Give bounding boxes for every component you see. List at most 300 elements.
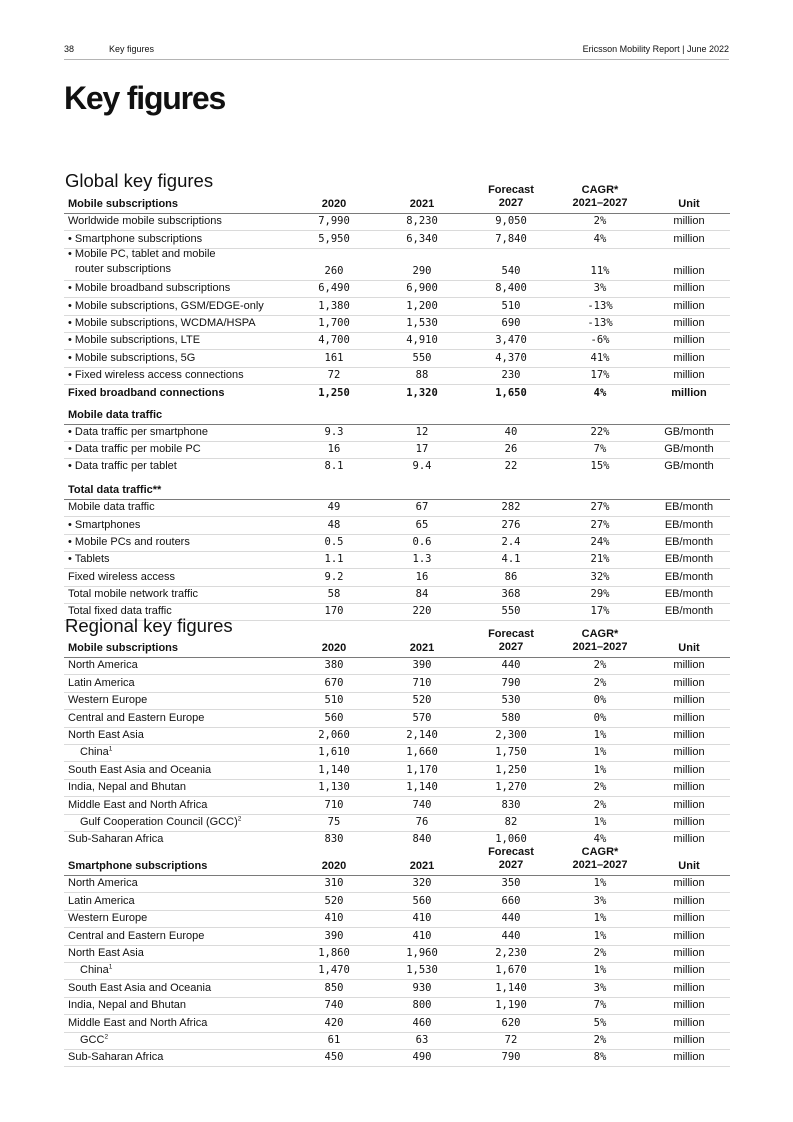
value-unit: million xyxy=(673,999,705,1012)
value-2021: 410 xyxy=(412,912,432,925)
table-row xyxy=(64,1033,730,1050)
table-row xyxy=(64,728,730,745)
row-label xyxy=(80,746,112,758)
row-label xyxy=(68,694,147,706)
row-label xyxy=(68,982,211,994)
value-cagr: 32% xyxy=(590,570,610,583)
row-label xyxy=(68,659,138,671)
row-label-line: • Mobile PC, tablet and mobile xyxy=(68,247,216,260)
row-label xyxy=(68,334,200,346)
row-label-text: Mobile data traffic xyxy=(68,501,155,514)
row-label-text: • Mobile subscriptions, WCDMA/HSPA xyxy=(68,316,256,329)
value-cagr: 29% xyxy=(590,587,610,600)
value-2020: 740 xyxy=(324,999,344,1012)
row-label xyxy=(68,215,222,227)
value-2027-forecast: 790 xyxy=(501,1051,521,1064)
value-cagr: 8% xyxy=(593,1051,607,1064)
value-2027-forecast: 2.4 xyxy=(501,535,521,548)
value-2027-forecast: 368 xyxy=(501,587,521,600)
section-name: Key figures xyxy=(109,44,155,54)
table-row xyxy=(64,963,730,980)
value-2021: 76 xyxy=(415,815,429,828)
value-2021: 710 xyxy=(412,676,432,689)
value-unit: million xyxy=(673,912,705,925)
value-2021: 88 xyxy=(415,369,429,382)
value-2027-forecast: 22 xyxy=(504,460,518,473)
row-label xyxy=(68,1051,163,1063)
value-2020: 390 xyxy=(324,929,344,942)
value-2020: 1,860 xyxy=(318,946,350,959)
value-cagr: 21% xyxy=(590,553,610,566)
subsection-heading: Total data traffic** xyxy=(68,484,162,497)
column-header-2021: 2021 xyxy=(409,860,435,872)
value-2027-forecast: 7,840 xyxy=(495,232,527,245)
table-row xyxy=(64,762,730,779)
row-label-text: • Tablets xyxy=(68,553,110,566)
value-2021: 1,200 xyxy=(406,299,438,312)
publication-name: Ericsson Mobility Report | June 2022 xyxy=(582,44,729,54)
row-label-text: South East Asia and Oceania xyxy=(68,981,212,994)
value-2027-forecast: 540 xyxy=(501,264,521,277)
table-header-row xyxy=(64,624,730,658)
value-2021: 63 xyxy=(415,1033,429,1046)
value-2027-forecast: 580 xyxy=(501,711,521,724)
value-cagr: 27% xyxy=(590,518,610,531)
value-2020: 850 xyxy=(324,981,344,994)
row-label xyxy=(68,947,144,959)
value-cagr: 7% xyxy=(593,442,607,455)
row-label xyxy=(68,895,135,907)
column-header-unit: Unit xyxy=(678,198,700,210)
table-row xyxy=(64,1050,730,1067)
row-label-text: Latin America xyxy=(68,894,135,907)
value-2021: 1,170 xyxy=(406,763,438,776)
row-label-text: • Mobile subscriptions, GSM/EDGE-only xyxy=(68,299,264,312)
value-2021: 17 xyxy=(415,442,429,455)
value-cagr: 1% xyxy=(593,929,607,942)
value-2020: 9.2 xyxy=(324,570,344,583)
row-label xyxy=(80,1034,108,1046)
value-unit: million xyxy=(673,1016,705,1029)
row-label-text: • Mobile PCs and routers xyxy=(68,535,190,548)
value-unit: million xyxy=(673,694,705,707)
row-label-text: North East Asia xyxy=(68,946,144,959)
column-header-label: Mobile subscriptions xyxy=(68,642,179,654)
value-unit: million xyxy=(673,833,705,846)
value-2027-forecast: 440 xyxy=(501,659,521,672)
row-label-text: Latin America xyxy=(68,676,135,689)
table-row xyxy=(64,658,730,675)
value-2021: 740 xyxy=(412,798,432,811)
row-label xyxy=(68,999,186,1011)
value-unit: million xyxy=(673,1033,705,1046)
value-cagr: 0% xyxy=(593,711,607,724)
row-label xyxy=(68,300,264,312)
value-2021: 1,960 xyxy=(406,946,438,959)
row-label xyxy=(68,352,195,364)
value-2027-forecast: 1,060 xyxy=(495,833,527,846)
value-2027-forecast: 1,750 xyxy=(495,746,527,759)
value-2021: 390 xyxy=(412,659,432,672)
row-label xyxy=(80,964,112,976)
row-label-text: • Mobile subscriptions, LTE xyxy=(68,334,201,347)
column-header-unit: Unit xyxy=(678,860,700,872)
row-label-text: • Smartphones xyxy=(68,518,141,531)
row-label-text: China xyxy=(80,746,109,759)
value-2020: 1,470 xyxy=(318,964,350,977)
row-label-text: Worldwide mobile subscriptions xyxy=(68,215,222,228)
value-2020: 830 xyxy=(324,833,344,846)
footnote-marker: 1 xyxy=(108,963,113,971)
value-2020: 1.1 xyxy=(324,553,344,566)
value-2027-forecast: 660 xyxy=(501,894,521,907)
row-label-text: • Data traffic per mobile PC xyxy=(68,442,201,455)
value-2021: 84 xyxy=(415,587,429,600)
value-cagr: 15% xyxy=(590,460,610,473)
table-row xyxy=(64,368,730,385)
column-header-2020: 2020 xyxy=(321,198,347,210)
table-row xyxy=(64,876,730,893)
value-2027-forecast: 550 xyxy=(501,605,521,618)
value-2020: 7,990 xyxy=(318,215,350,228)
row-label-text: Sub-Saharan Africa xyxy=(68,833,164,846)
value-unit: million xyxy=(673,282,705,295)
value-unit: EB/month xyxy=(664,535,714,548)
row-label xyxy=(68,443,201,455)
row-label-text: • Smartphone subscriptions xyxy=(68,232,203,245)
value-2020: 2,060 xyxy=(318,728,350,741)
value-2021: 1,530 xyxy=(406,316,438,329)
row-label xyxy=(68,426,208,438)
value-unit: EB/month xyxy=(664,518,714,531)
value-unit: million xyxy=(673,334,705,347)
row-label-text: • Data traffic per tablet xyxy=(68,460,177,473)
row-label-text: • Mobile subscriptions, 5G xyxy=(68,351,196,364)
table-row xyxy=(64,893,730,910)
value-2027-forecast: 4,370 xyxy=(495,351,527,364)
value-unit: million xyxy=(673,781,705,794)
value-cagr: 17% xyxy=(590,605,610,618)
value-2021: 16 xyxy=(415,570,429,583)
value-cagr: 22% xyxy=(590,425,610,438)
value-unit: million xyxy=(673,798,705,811)
row-label-text: North America xyxy=(68,877,138,890)
value-2027-forecast: 82 xyxy=(504,815,518,828)
row-label-text: Fixed wireless access xyxy=(68,570,175,583)
table-row xyxy=(64,249,730,281)
footnote-marker: 1 xyxy=(108,745,113,753)
value-cagr: 1% xyxy=(593,964,607,977)
table-row xyxy=(64,425,730,442)
value-2027-forecast: 40 xyxy=(504,425,518,438)
table-row xyxy=(64,500,730,517)
value-2021: 9.4 xyxy=(412,460,432,473)
table-row xyxy=(64,459,730,475)
value-unit: EB/month xyxy=(664,605,714,618)
column-header-cagr-top: CAGR* xyxy=(581,846,619,858)
column-header-cagr xyxy=(572,628,627,654)
value-unit: EB/month xyxy=(664,587,714,600)
table-row xyxy=(64,587,730,604)
value-2020: 58 xyxy=(327,587,341,600)
value-cagr: -13% xyxy=(587,316,613,329)
value-2020: 4,700 xyxy=(318,334,350,347)
value-2020: 8.1 xyxy=(324,460,344,473)
value-2020: 6,490 xyxy=(318,282,350,295)
row-label-text: India, Nepal and Bhutan xyxy=(68,781,187,794)
value-2020: 61 xyxy=(327,1033,341,1046)
value-2021: 12 xyxy=(415,425,429,438)
value-2020: 450 xyxy=(324,1051,344,1064)
subsection-heading: Mobile data traffic xyxy=(68,408,163,421)
value-unit: GB/month xyxy=(664,460,714,473)
value-cagr: 24% xyxy=(590,535,610,548)
table-row xyxy=(64,797,730,814)
row-label-text: Gulf Cooperation Council (GCC) xyxy=(80,815,238,828)
table-row xyxy=(64,710,730,727)
row-label xyxy=(68,764,211,776)
value-2020: 380 xyxy=(324,659,344,672)
value-2020: 161 xyxy=(324,351,344,364)
value-2021: 560 xyxy=(412,894,432,907)
value-2021: 800 xyxy=(412,999,432,1012)
value-2021: 8,230 xyxy=(406,215,438,228)
value-cagr: -6% xyxy=(590,334,610,347)
row-label xyxy=(68,536,190,548)
value-2021: 930 xyxy=(412,981,432,994)
value-unit: million xyxy=(673,929,705,942)
value-2021: 220 xyxy=(412,605,432,618)
value-unit: million xyxy=(673,1051,705,1064)
column-header-label: Mobile subscriptions xyxy=(68,198,179,210)
value-cagr: 5% xyxy=(593,1016,607,1029)
row-label xyxy=(68,233,202,245)
value-2027-forecast: 1,250 xyxy=(495,763,527,776)
value-2027-forecast: 8,400 xyxy=(495,282,527,295)
value-cagr: 0% xyxy=(593,694,607,707)
row-label-text: Central and Eastern Europe xyxy=(68,929,205,942)
row-label xyxy=(68,282,230,294)
value-2027-forecast: 690 xyxy=(501,316,521,329)
value-unit: GB/month xyxy=(664,425,714,438)
column-header-forecast-top: Forecast xyxy=(488,184,534,196)
value-2021: 67 xyxy=(415,501,429,514)
row-label xyxy=(68,729,144,741)
value-cagr: 4% xyxy=(593,386,607,399)
value-2027-forecast: 86 xyxy=(504,570,518,583)
value-2020: 72 xyxy=(327,369,341,382)
value-2020: 670 xyxy=(324,676,344,689)
table-row xyxy=(64,569,730,586)
row-label-text: Central and Eastern Europe xyxy=(68,711,205,724)
row-label xyxy=(68,1017,207,1029)
value-cagr: 3% xyxy=(593,894,607,907)
value-unit: million xyxy=(673,815,705,828)
value-unit: million xyxy=(673,316,705,329)
column-header-cagr-top: CAGR* xyxy=(581,628,619,640)
value-2021: 570 xyxy=(412,711,432,724)
table-row xyxy=(64,298,730,315)
value-2021: 6,900 xyxy=(406,282,438,295)
row-label-text: India, Nepal and Bhutan xyxy=(68,999,187,1012)
value-cagr: 41% xyxy=(590,351,610,364)
row-label xyxy=(68,877,138,889)
value-2020: 0.5 xyxy=(324,535,344,548)
value-2021: 6,340 xyxy=(406,232,438,245)
value-2027-forecast: 276 xyxy=(501,518,521,531)
row-label xyxy=(68,677,135,689)
row-label-text: Western Europe xyxy=(68,694,148,707)
value-unit: million xyxy=(673,659,705,672)
value-unit: million xyxy=(673,232,705,245)
value-cagr: 1% xyxy=(593,912,607,925)
value-2027-forecast: 790 xyxy=(501,676,521,689)
column-header-2020: 2020 xyxy=(321,642,347,654)
table-row xyxy=(64,911,730,928)
value-2021: 65 xyxy=(415,518,429,531)
value-2027-forecast: 830 xyxy=(501,798,521,811)
value-2027-forecast: 1,140 xyxy=(495,981,527,994)
row-label xyxy=(68,519,140,531)
subsection-heading-row xyxy=(64,475,730,500)
row-label xyxy=(68,571,175,583)
row-label xyxy=(68,588,198,600)
table-row xyxy=(64,693,730,710)
global-section-title: Global key figures xyxy=(65,170,214,191)
header-rule xyxy=(64,59,729,60)
column-header-cagr-period: 2021–2027 xyxy=(572,641,628,653)
table-row xyxy=(64,980,730,997)
value-2027-forecast: 530 xyxy=(501,694,521,707)
table-row xyxy=(64,535,730,552)
value-2021: 1,140 xyxy=(406,781,438,794)
value-cagr: 1% xyxy=(593,877,607,890)
value-unit: million xyxy=(673,894,705,907)
row-label-text: • Fixed wireless access connections xyxy=(68,369,244,382)
footnote-marker: 2 xyxy=(237,815,242,823)
value-2020: 1,610 xyxy=(318,746,350,759)
column-header-forecast-top: Forecast xyxy=(488,846,534,858)
table-row xyxy=(64,350,730,367)
column-header-forecast-top: Forecast xyxy=(488,628,534,640)
row-label-text: North East Asia xyxy=(68,728,144,741)
row-label xyxy=(68,501,155,513)
row-label xyxy=(68,247,216,277)
table-row xyxy=(64,998,730,1015)
value-unit: million xyxy=(673,763,705,776)
value-2021: 840 xyxy=(412,833,432,846)
row-label-text: Middle East and North Africa xyxy=(68,1016,208,1029)
row-label xyxy=(68,387,224,399)
column-header-label: Smartphone subscriptions xyxy=(68,860,208,872)
value-cagr: 2% xyxy=(593,215,607,228)
row-label xyxy=(68,460,177,472)
value-cagr: 3% xyxy=(593,981,607,994)
table-row xyxy=(64,928,730,945)
value-cagr: 1% xyxy=(593,728,607,741)
value-cagr: 4% xyxy=(593,833,607,846)
table-row xyxy=(64,517,730,534)
value-2027-forecast: 440 xyxy=(501,912,521,925)
row-label xyxy=(68,553,110,565)
footnote-marker: 2 xyxy=(104,1033,109,1041)
value-2020: 260 xyxy=(324,264,344,277)
row-label xyxy=(80,816,241,828)
row-label-text: Total fixed data traffic xyxy=(68,605,172,618)
column-header-2021: 2021 xyxy=(409,642,435,654)
value-unit: million xyxy=(673,877,705,890)
value-2027-forecast: 440 xyxy=(501,929,521,942)
global-key-figures-table xyxy=(64,180,730,621)
table-row xyxy=(64,815,730,832)
value-2020: 16 xyxy=(327,442,341,455)
row-label xyxy=(68,799,207,811)
value-unit: million xyxy=(673,369,705,382)
column-header-forecast-year: 2027 xyxy=(498,197,524,209)
value-2020: 1,700 xyxy=(318,316,350,329)
row-label-text: GCC xyxy=(80,1033,105,1046)
page-number: 38 xyxy=(64,44,75,54)
value-unit: million xyxy=(673,351,705,364)
value-unit: million xyxy=(673,946,705,959)
value-cagr: 27% xyxy=(590,501,610,514)
value-2027-forecast: 3,470 xyxy=(495,334,527,347)
table-row xyxy=(64,281,730,298)
value-2020: 48 xyxy=(327,518,341,531)
row-label-text: China xyxy=(80,964,109,977)
row-label-line: router subscriptions xyxy=(75,262,171,275)
table-row xyxy=(64,1015,730,1032)
value-2020: 170 xyxy=(324,605,344,618)
value-2020: 75 xyxy=(327,815,341,828)
value-unit: GB/month xyxy=(664,442,714,455)
value-2021: 2,140 xyxy=(406,728,438,741)
value-cagr: 17% xyxy=(590,369,610,382)
table-row xyxy=(64,214,730,231)
value-2021: 410 xyxy=(412,929,432,942)
value-2021: 4,910 xyxy=(406,334,438,347)
value-2027-forecast: 4.1 xyxy=(501,553,521,566)
regional-subscriptions-table xyxy=(64,624,730,848)
value-unit: million xyxy=(673,746,705,759)
column-header-cagr-period: 2021–2027 xyxy=(572,859,628,871)
value-2021: 1,530 xyxy=(406,964,438,977)
value-2020: 410 xyxy=(324,912,344,925)
value-2020: 560 xyxy=(324,711,344,724)
row-label-text: Western Europe xyxy=(68,912,148,925)
row-label-text: • Mobile broadband subscriptions xyxy=(68,282,231,295)
value-cagr: -13% xyxy=(587,299,613,312)
value-2021: 1,660 xyxy=(406,746,438,759)
table-row xyxy=(64,745,730,762)
row-label-text: Middle East and North Africa xyxy=(68,798,208,811)
value-2027-forecast: 282 xyxy=(501,501,521,514)
value-cagr: 2% xyxy=(593,946,607,959)
row-label xyxy=(68,912,147,924)
value-unit: million xyxy=(673,264,705,277)
column-header-cagr-top: CAGR* xyxy=(581,184,619,196)
value-2020: 310 xyxy=(324,877,344,890)
value-2027-forecast: 72 xyxy=(504,1033,518,1046)
value-unit: EB/month xyxy=(664,501,714,514)
value-2021: 0.6 xyxy=(412,535,432,548)
value-cagr: 4% xyxy=(593,232,607,245)
value-2020: 1,140 xyxy=(318,763,350,776)
value-2027-forecast: 26 xyxy=(504,442,518,455)
value-2020: 1,380 xyxy=(318,299,350,312)
value-2027-forecast: 1,270 xyxy=(495,781,527,794)
value-cagr: 2% xyxy=(593,781,607,794)
